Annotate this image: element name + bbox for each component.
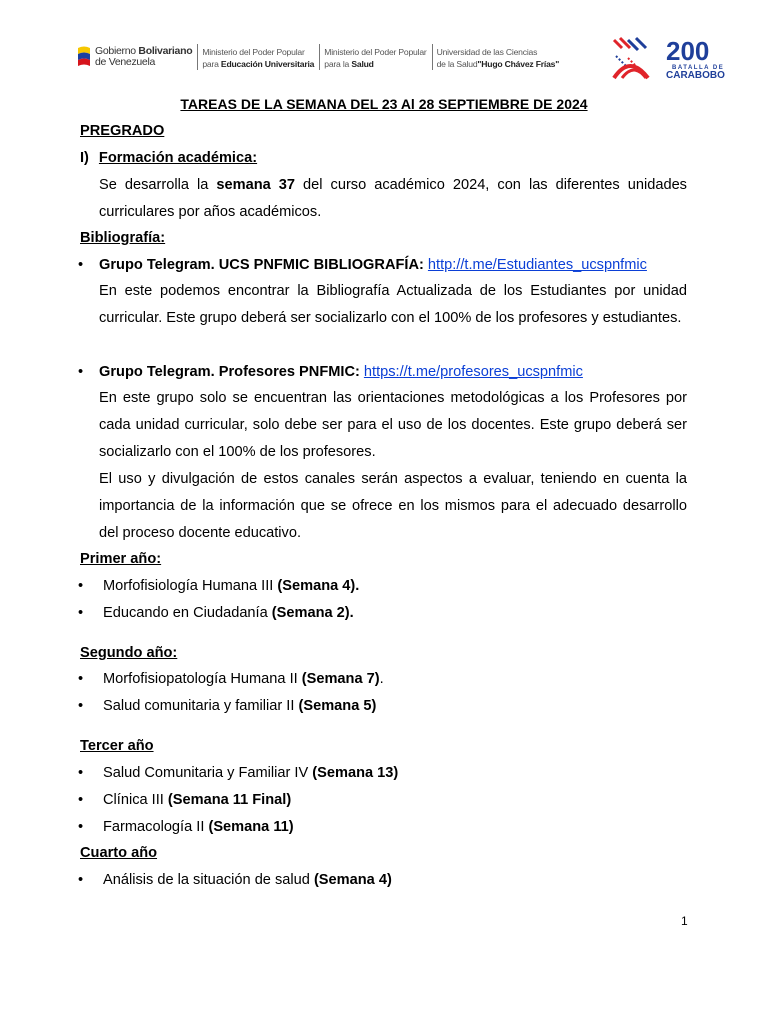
- ministerio-educacion: [202, 46, 314, 70]
- telegram-profesores-link[interactable]: https://t.me/profesores_ucspnfmic: [363, 364, 583, 380]
- ministerio-educacion-pre: para: [202, 59, 219, 69]
- segundo-ano-heading: Segundo año:: [80, 645, 178, 661]
- formacion-week: semana 37: [216, 177, 295, 193]
- header-divider: [319, 44, 320, 70]
- list-item: [103, 578, 359, 594]
- universidad-pre: de la Salud: [436, 59, 478, 69]
- formacion-paragraph: [99, 172, 687, 226]
- bicentenario-carabobo-logo: [610, 36, 728, 80]
- bullet-icon: •: [78, 872, 84, 888]
- bibliografia-item-2-label: Grupo Telegram. Profesores PNFMIC:: [99, 364, 360, 380]
- pregrado-heading: PREGRADO: [80, 123, 165, 139]
- universidad: [437, 46, 560, 70]
- ministerio-salud-bold: Salud: [351, 59, 374, 69]
- gobierno-word: Gobierno: [95, 45, 136, 57]
- subject-week: (Semana 2).: [271, 605, 354, 621]
- bibliografia-item-2-note: El uso y divulgación de estos canales serán aspectos a evaluar, teniendo en cuenta la importancia de la información que se ofrece en los mismos para el adecuado desarrollo del proceso docente educativo.: [99, 471, 687, 541]
- venezuela-flag-icon: [76, 44, 92, 70]
- subject-name: Salud comunitaria y familiar II: [103, 698, 295, 714]
- subject-week: (Semana 7): [301, 671, 380, 687]
- subject-week: (Semana 13): [312, 765, 399, 781]
- list-item: [103, 765, 398, 781]
- subject-week: (Semana 11 Final): [167, 792, 292, 808]
- subject-name: Análisis de la situación de salud: [103, 872, 310, 888]
- bolivariano-word: Bolivariano: [138, 45, 193, 57]
- subject-week: (Semana 11): [208, 819, 294, 835]
- cuarto-ano-heading: Cuarto año: [80, 845, 158, 861]
- bullet-icon: •: [78, 671, 84, 687]
- logo-stripes-icon: [614, 38, 648, 78]
- logo-number: 200: [666, 36, 710, 66]
- list-item: [103, 792, 291, 808]
- page-number: 1: [681, 914, 688, 928]
- formacion-numeral: I): [80, 150, 89, 166]
- bibliografia-item-2-text: En este grupo solo se encuentran las orientaciones metodológicas a los Profesores por cada unidad curricular, solo debe ser para el uso de los docentes. Este grupo deberá ser socializarlo con el 100% de los profesores.: [99, 390, 687, 460]
- tercer-ano-heading: Tercer año: [80, 738, 154, 754]
- bibliografia-item-1-label: Grupo Telegram. UCS PNFMIC BIBLIOGRAFÍA:: [99, 257, 424, 273]
- logo-batalla: BATALLA DE: [672, 65, 725, 71]
- list-item: [103, 671, 384, 687]
- bullet-icon: •: [78, 257, 84, 273]
- bibliografia-heading: Bibliografía:: [80, 230, 166, 246]
- bibliografia-item-2: [99, 364, 583, 380]
- list-item: [103, 605, 354, 621]
- bullet-icon: •: [78, 578, 84, 594]
- bullet-icon: •: [78, 698, 84, 714]
- universidad-line1: Universidad de las Ciencias: [436, 47, 538, 57]
- ministerio-salud-line1: Ministerio del Poder Popular: [324, 47, 427, 57]
- ministerio-salud: [324, 46, 426, 70]
- subject-name: Clínica III: [103, 792, 164, 808]
- bibliografia-item-1: [99, 257, 647, 273]
- bullet-icon: •: [78, 792, 84, 808]
- ministerio-educacion-line1: Ministerio del Poder Popular: [202, 47, 305, 57]
- bullet-icon: •: [78, 819, 84, 835]
- ministerio-educacion-bold: Educación Universitaria: [220, 59, 315, 69]
- subject-name: Farmacología II: [103, 819, 205, 835]
- bullet-icon: •: [78, 605, 84, 621]
- subject-name: Morfofisiología Humana III: [103, 578, 274, 594]
- subject-name: Salud Comunitaria y Familiar IV: [103, 765, 309, 781]
- institution-header: [76, 40, 559, 80]
- gobierno-logo: [76, 40, 192, 74]
- formacion-text-post: del curso académico 2024, con las diferentes unidades curriculares por años académicos.: [99, 177, 687, 220]
- bullet-icon: •: [78, 364, 84, 380]
- formacion-text-pre: Se desarrolla la: [99, 177, 209, 193]
- subject-week: (Semana 4): [313, 872, 392, 888]
- ministerio-salud-pre: para la: [324, 59, 350, 69]
- logo-carabobo: CARABOBO: [666, 70, 725, 80]
- primer-ano-heading: Primer año:: [80, 551, 162, 567]
- universidad-bold: "Hugo Chávez Frías": [477, 59, 560, 69]
- header-divider: [432, 44, 433, 70]
- list-item: [103, 698, 376, 714]
- telegram-estudiantes-link[interactable]: http://t.me/Estudiantes_ucspnfmic: [427, 257, 647, 273]
- subject-week: (Semana 4).: [277, 578, 360, 594]
- bullet-icon: •: [78, 765, 84, 781]
- subject-tail: .: [379, 671, 384, 687]
- page-title: TAREAS DE LA SEMANA DEL 23 Al 28 SEPTIEMBRE DE 2024: [180, 96, 588, 112]
- header-divider: [197, 44, 198, 70]
- subject-week: (Semana 5): [298, 698, 377, 714]
- bibliografia-item-1-text: En este podemos encontrar la Bibliografía Actualizada de los Estudiantes por unidad curricular. Este grupo deberá ser socializarlo con el 100% de los profesores y estudiantes.: [99, 283, 687, 326]
- list-item: [103, 872, 392, 888]
- subject-name: Morfofisiopatología Humana II: [103, 671, 298, 687]
- list-item: [103, 819, 294, 835]
- de-venezuela: de Venezuela: [95, 56, 156, 68]
- subject-name: Educando en Ciudadanía: [103, 605, 268, 621]
- formacion-heading: [80, 150, 257, 166]
- formacion-heading-text: Formación académica:: [98, 150, 258, 166]
